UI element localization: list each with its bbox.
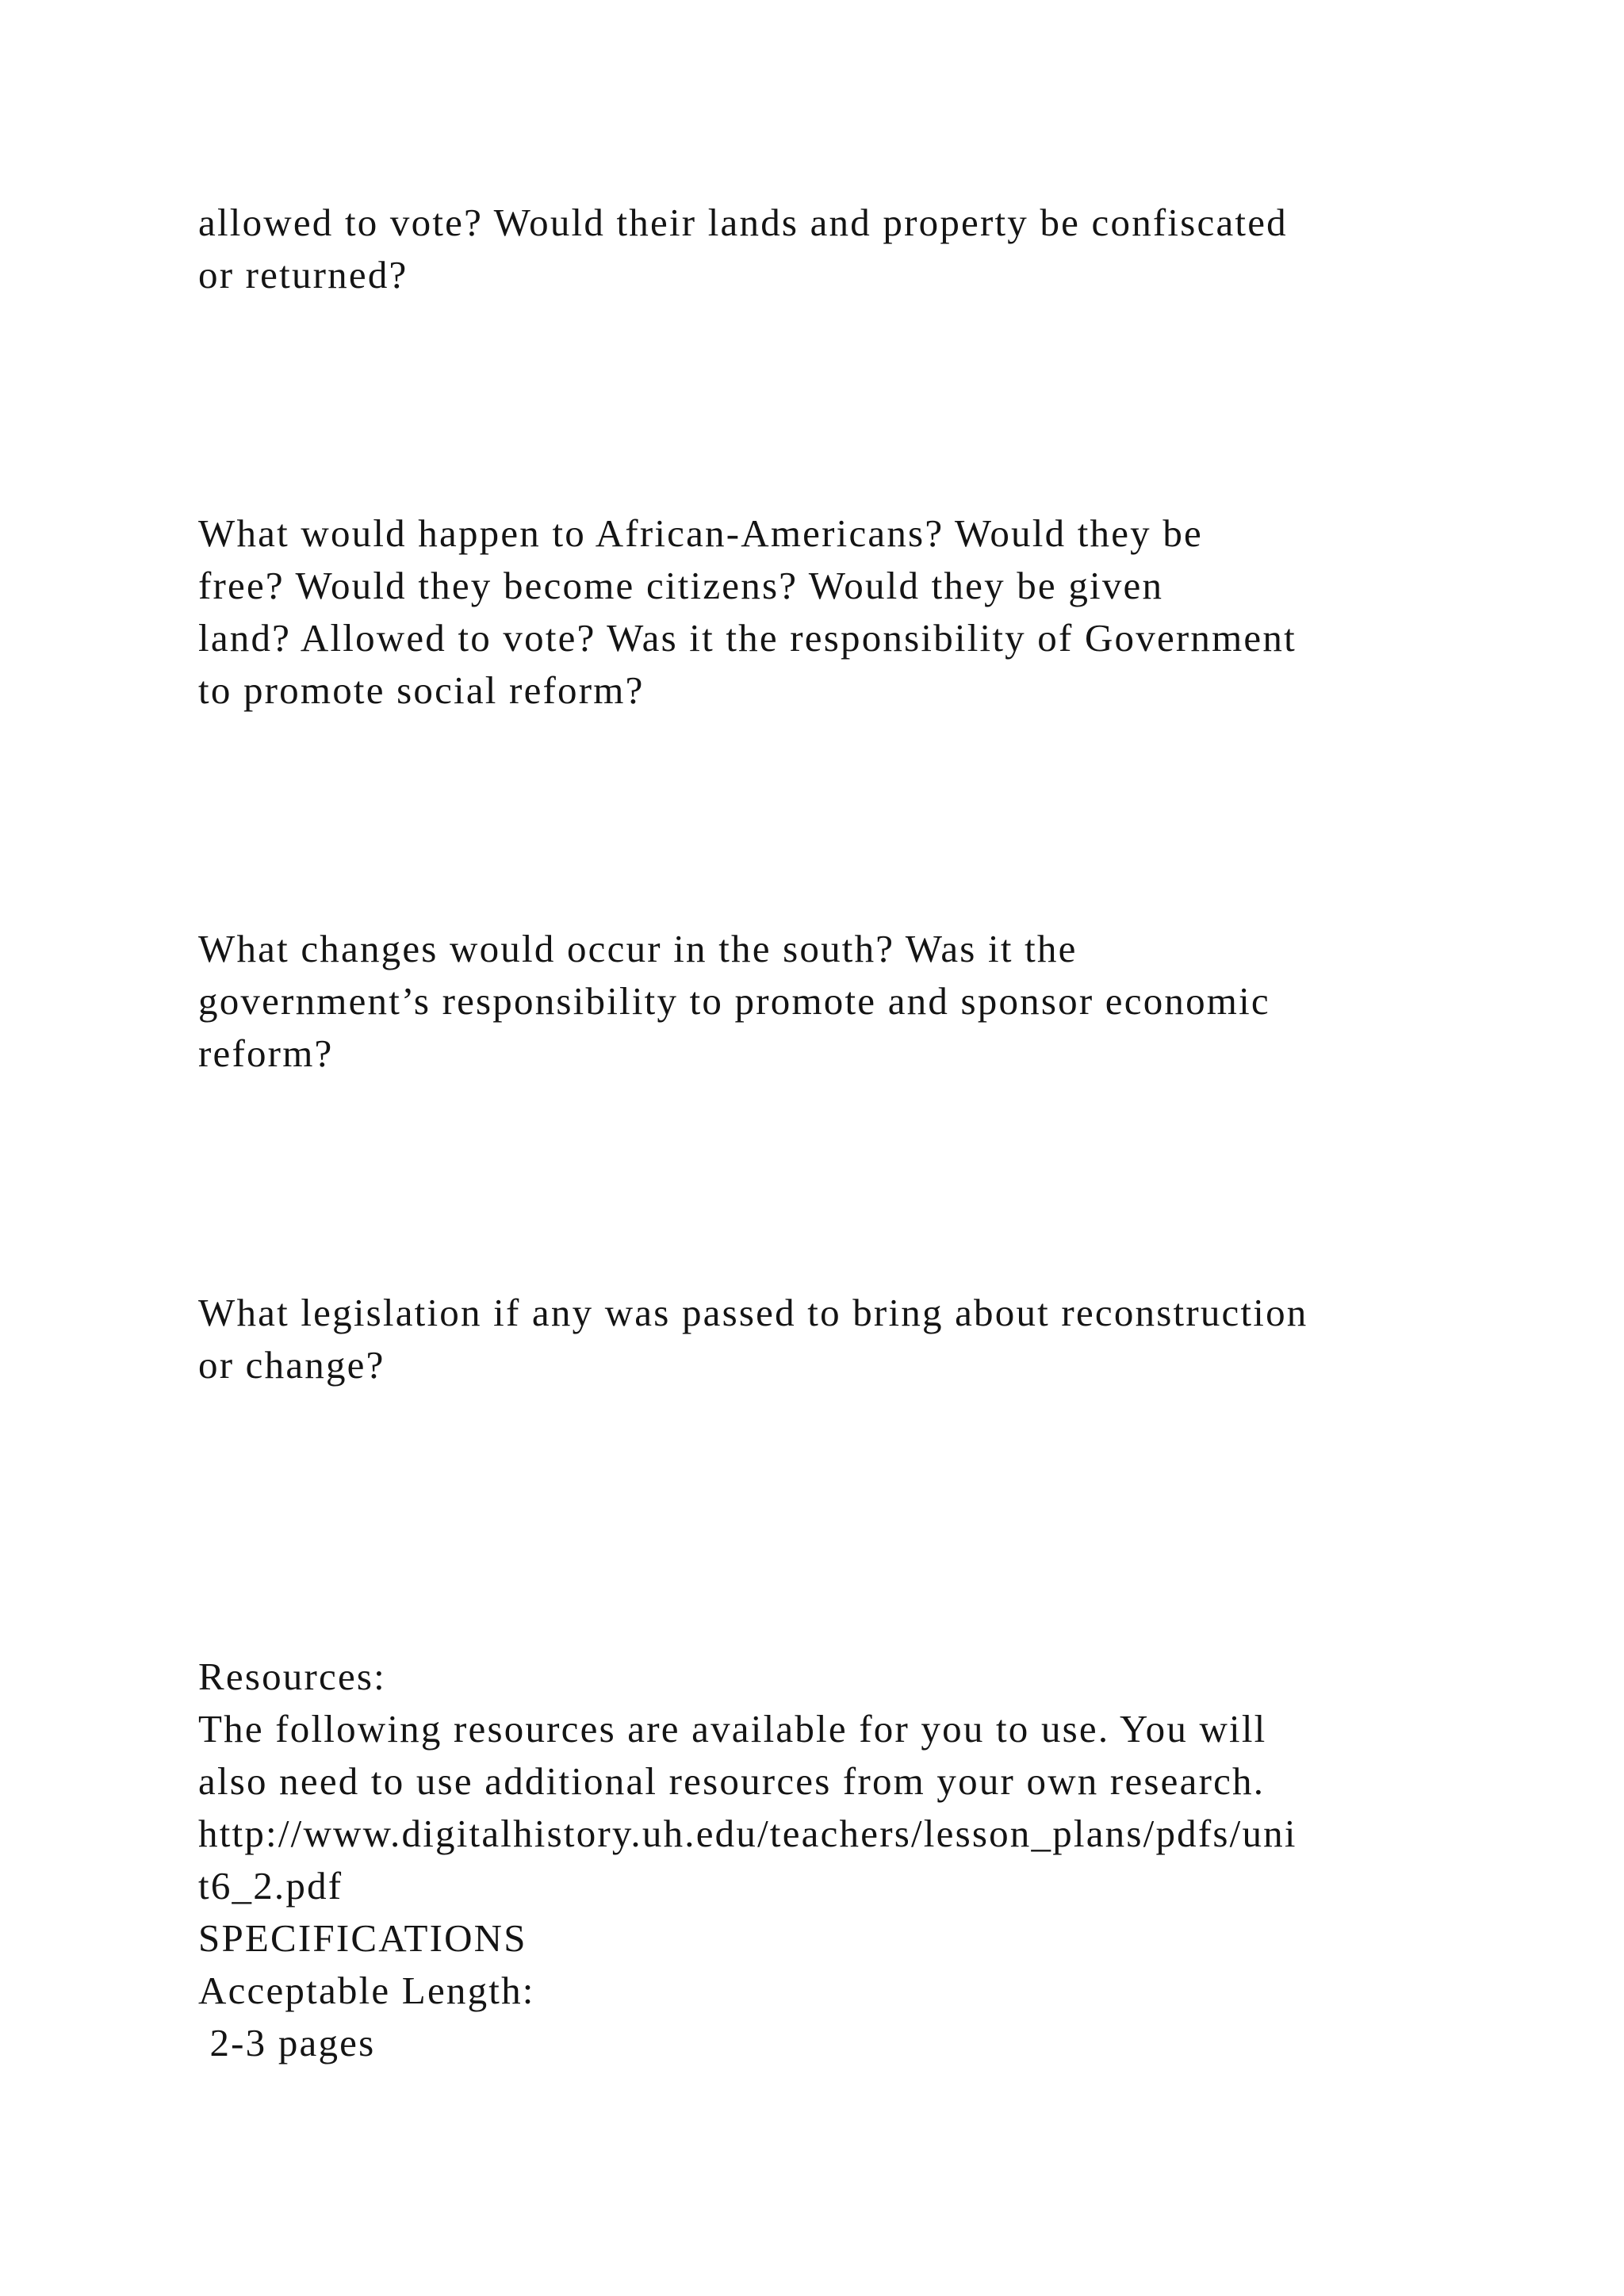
text-line: land? Allowed to vote? Was it the responsibility of Government: [198, 616, 1297, 660]
resources-heading: Resources:: [198, 1655, 386, 1698]
paragraph-african-americans: [198, 507, 1499, 717]
text-line: or change?: [198, 1343, 385, 1387]
specifications-heading: SPECIFICATIONS: [198, 1916, 527, 1960]
text-line: or returned?: [198, 253, 408, 297]
acceptable-length-value: 2-3 pages: [198, 2021, 376, 2064]
text-line: The following resources are available for you to use. You will: [198, 1707, 1267, 1751]
text-line: free? Would they become citizens? Would they be given: [198, 564, 1164, 607]
paragraph-voting-property: [198, 197, 1499, 301]
resources-section: [198, 1651, 1499, 2069]
paragraph-legislation: [198, 1287, 1499, 1391]
resource-url-continued: t6_2.pdf: [198, 1864, 343, 1908]
acceptable-length-label: Acceptable Length:: [198, 1969, 535, 2012]
text-line: What legislation if any was passed to bring about reconstruction: [198, 1291, 1308, 1334]
text-line: What changes would occur in the south? Was it the: [198, 927, 1078, 970]
text-line: allowed to vote? Would their lands and property be confiscated: [198, 201, 1288, 244]
text-line: What would happen to African-Americans? Would they be: [198, 511, 1203, 555]
text-line: government’s responsibility to promote and sponsor economic: [198, 979, 1270, 1023]
text-line: also need to use additional resources from your own research.: [198, 1759, 1266, 1803]
text-line: reform?: [198, 1031, 334, 1075]
paragraph-changes-south: [198, 923, 1499, 1080]
resource-url: http://www.digitalhistory.uh.edu/teachers/lesson_plans/pdfs/uni: [198, 1812, 1297, 1855]
text-line: to promote social reform?: [198, 668, 645, 712]
